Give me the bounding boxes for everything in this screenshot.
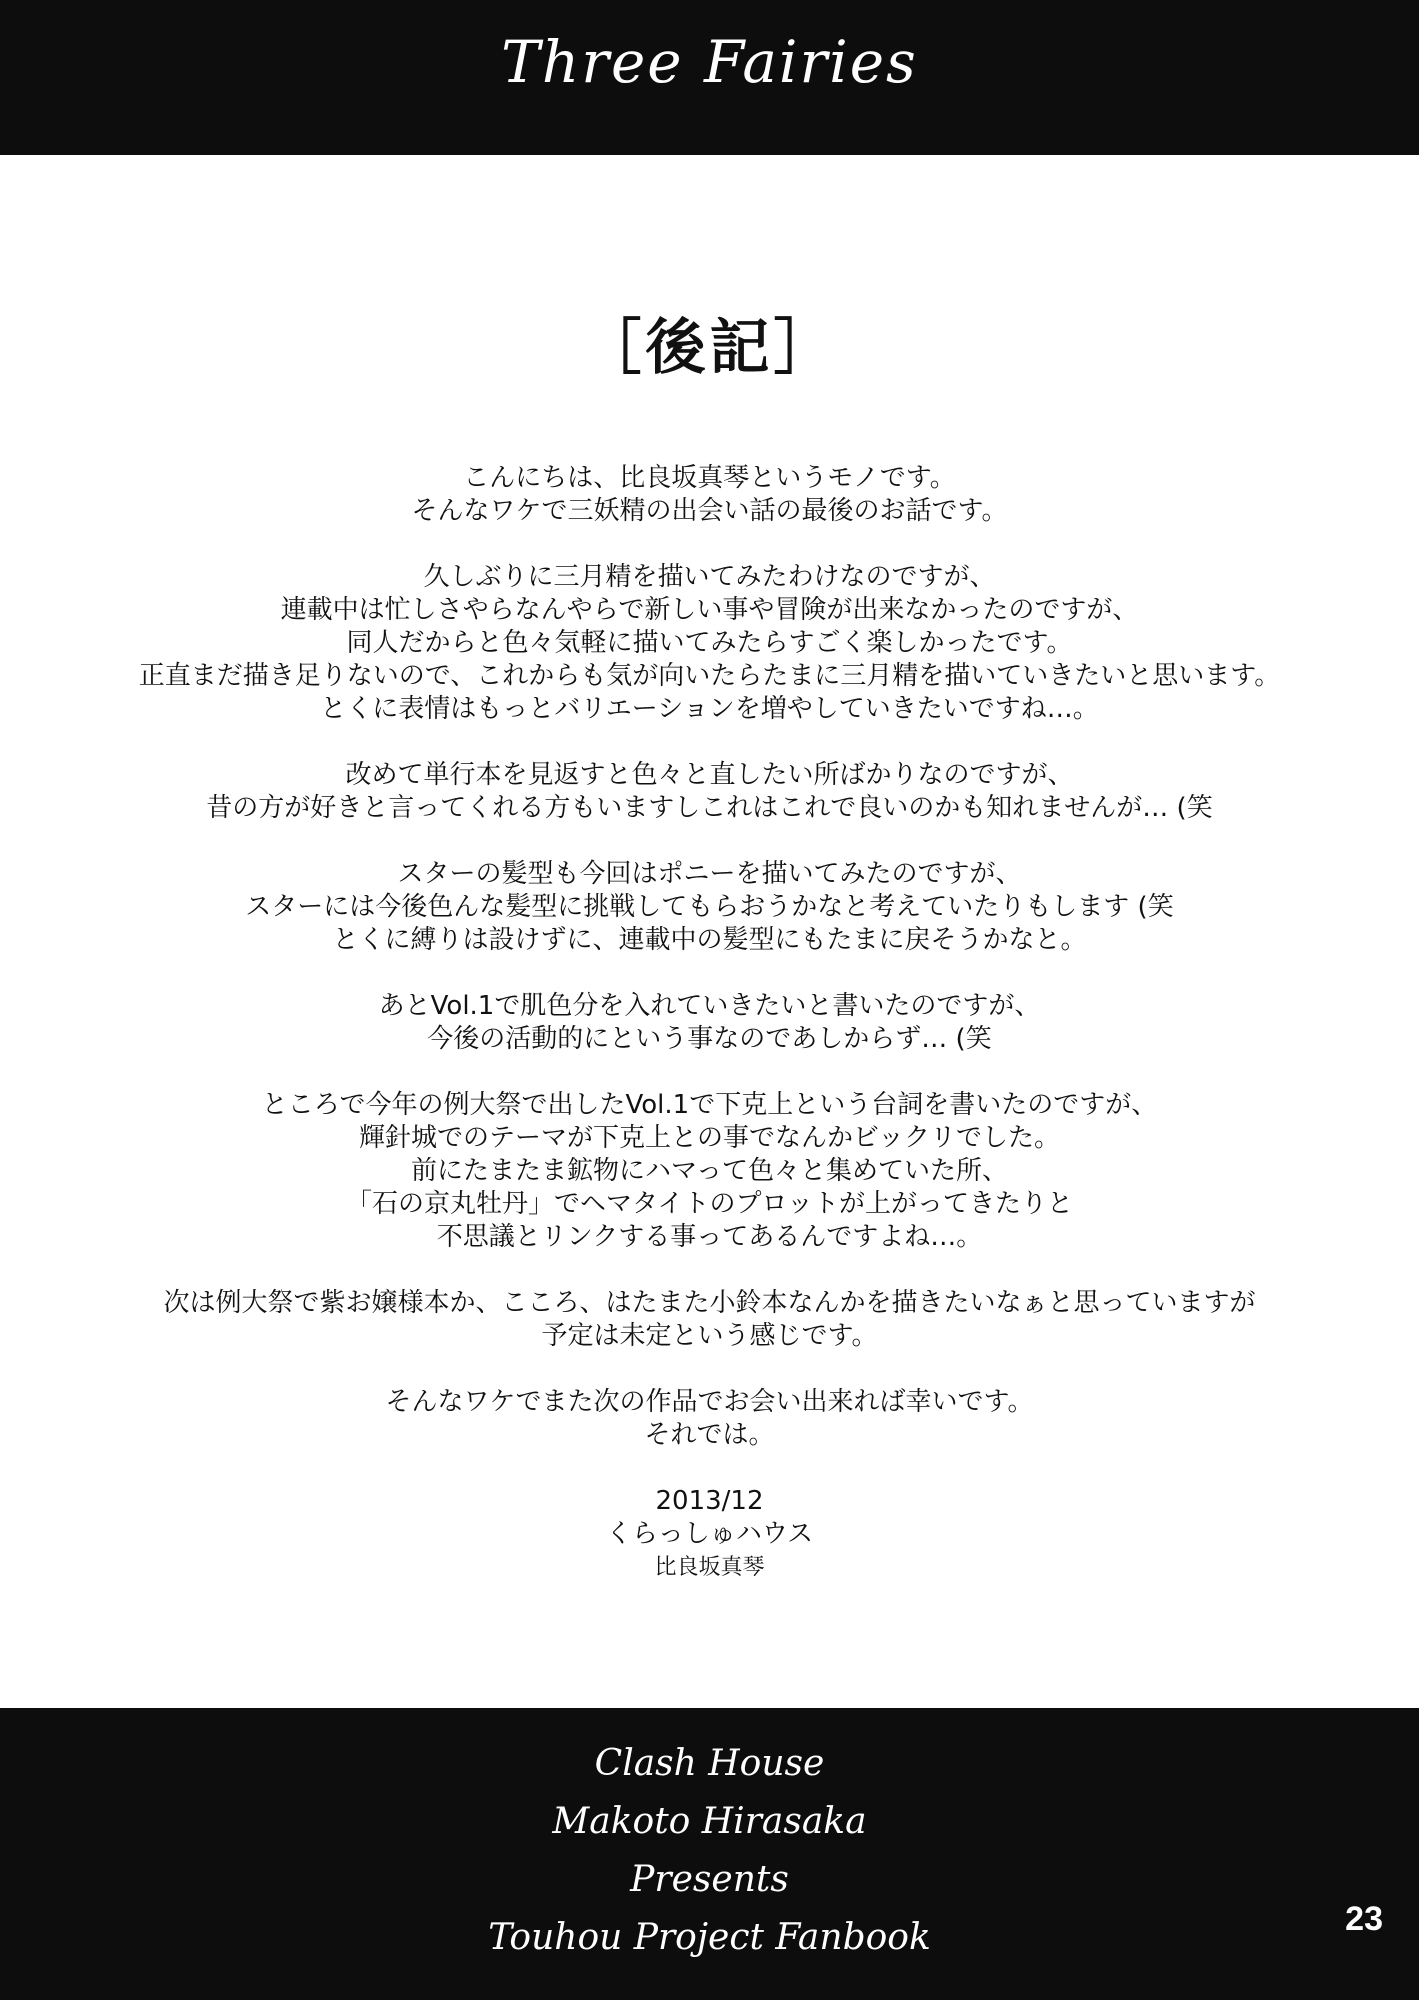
signature-date: 2013/12	[655, 1486, 764, 1516]
text-line: 「石の京丸牡丹」でヘマタイトのプロットが上がってきたりと	[346, 1189, 1073, 1219]
text-line: 輝針城でのテーマが下克上との事でなんかビックリでした。	[359, 1123, 1060, 1153]
text-line: 今後の活動的にという事なのであしからず… (笑	[427, 1024, 992, 1054]
credit-line: Clash House	[594, 1743, 825, 1784]
paragraph	[100, 561, 1319, 726]
text-line: 連載中は忙しさやらなんやらで新しい事や冒険が出来なかったのですが、	[280, 595, 1139, 625]
paragraph	[100, 462, 1319, 528]
credit-line: Touhou Project Fanbook	[488, 1917, 931, 1958]
text-line: 不思議とリンクする事ってあるんですよね…。	[436, 1222, 983, 1252]
afterword-body	[100, 462, 1319, 1584]
paragraph	[100, 1287, 1319, 1353]
footer-credits	[0, 1735, 1419, 1967]
signature-author: 比良坂真琴	[654, 1555, 765, 1580]
paragraph	[100, 858, 1319, 957]
text-line: 次は例大祭で紫お嬢様本か、こころ、はたまた小鈴本なんかを描きたいなぁと思っていますが	[163, 1288, 1256, 1318]
text-line: 改めて単行本を見返すと色々と直したい所ばかりなのですが、	[345, 760, 1074, 790]
text-line: 予定は未定という感じです。	[541, 1321, 878, 1351]
paragraph	[100, 1089, 1319, 1254]
text-line: ところで今年の例大祭で出したVol.1で下克上という台詞を書いたのですが、	[261, 1090, 1158, 1120]
text-line: それでは。	[644, 1420, 775, 1450]
text-line: 昔の方が好きと言ってくれる方もいますしこれはこれで良いのかも知れませんが… (笑	[206, 793, 1213, 823]
afterword-heading: ［後記］	[581, 313, 838, 383]
text-line: 正直まだ描き足りないので、これからも気が向いたらたまに三月精を描いていきたいと思います。	[138, 661, 1281, 691]
text-line: そんなワケで三妖精の出会い話の最後のお話です。	[411, 496, 1008, 526]
book-title: Three Fairies	[501, 28, 918, 96]
text-line: スターの髪型も今回はポニーを描いてみたのですが、	[397, 859, 1022, 889]
text-line: こんにちは、比良坂真琴というモノです。	[463, 463, 956, 493]
credit-line: Makoto Hirasaka	[552, 1801, 867, 1842]
signature-circle: くらっしゅハウス	[605, 1519, 814, 1549]
page-number: 23	[1345, 1900, 1383, 1938]
text-line: 同人だからと色々気軽に描いてみたらすごく楽しかったです。	[346, 628, 1073, 658]
text-line: 久しぶりに三月精を描いてみたわけなのですが、	[423, 562, 996, 592]
signature-block	[100, 1485, 1319, 1584]
text-line: あとVol.1で肌色分を入れていきたいと書いたのですが、	[378, 991, 1041, 1021]
paragraph	[100, 759, 1319, 825]
credit-line: Presents	[630, 1859, 789, 1900]
text-line: スターには今後色んな髪型に挑戦してもらおうかなと考えていたりもします (笑	[245, 892, 1174, 922]
paragraph	[100, 990, 1319, 1056]
text-line: とくに表情はもっとバリエーションを増やしていきたいですね…。	[320, 694, 1099, 724]
text-line: 前にたまたま鉱物にハマって色々と集めていた所、	[411, 1156, 1008, 1186]
text-line: とくに縛りは設けずに、連載中の髪型にもたまに戻そうかなと。	[332, 925, 1087, 955]
text-line: そんなワケでまた次の作品でお会い出来れば幸いです。	[385, 1387, 1034, 1417]
paragraph	[100, 1386, 1319, 1452]
